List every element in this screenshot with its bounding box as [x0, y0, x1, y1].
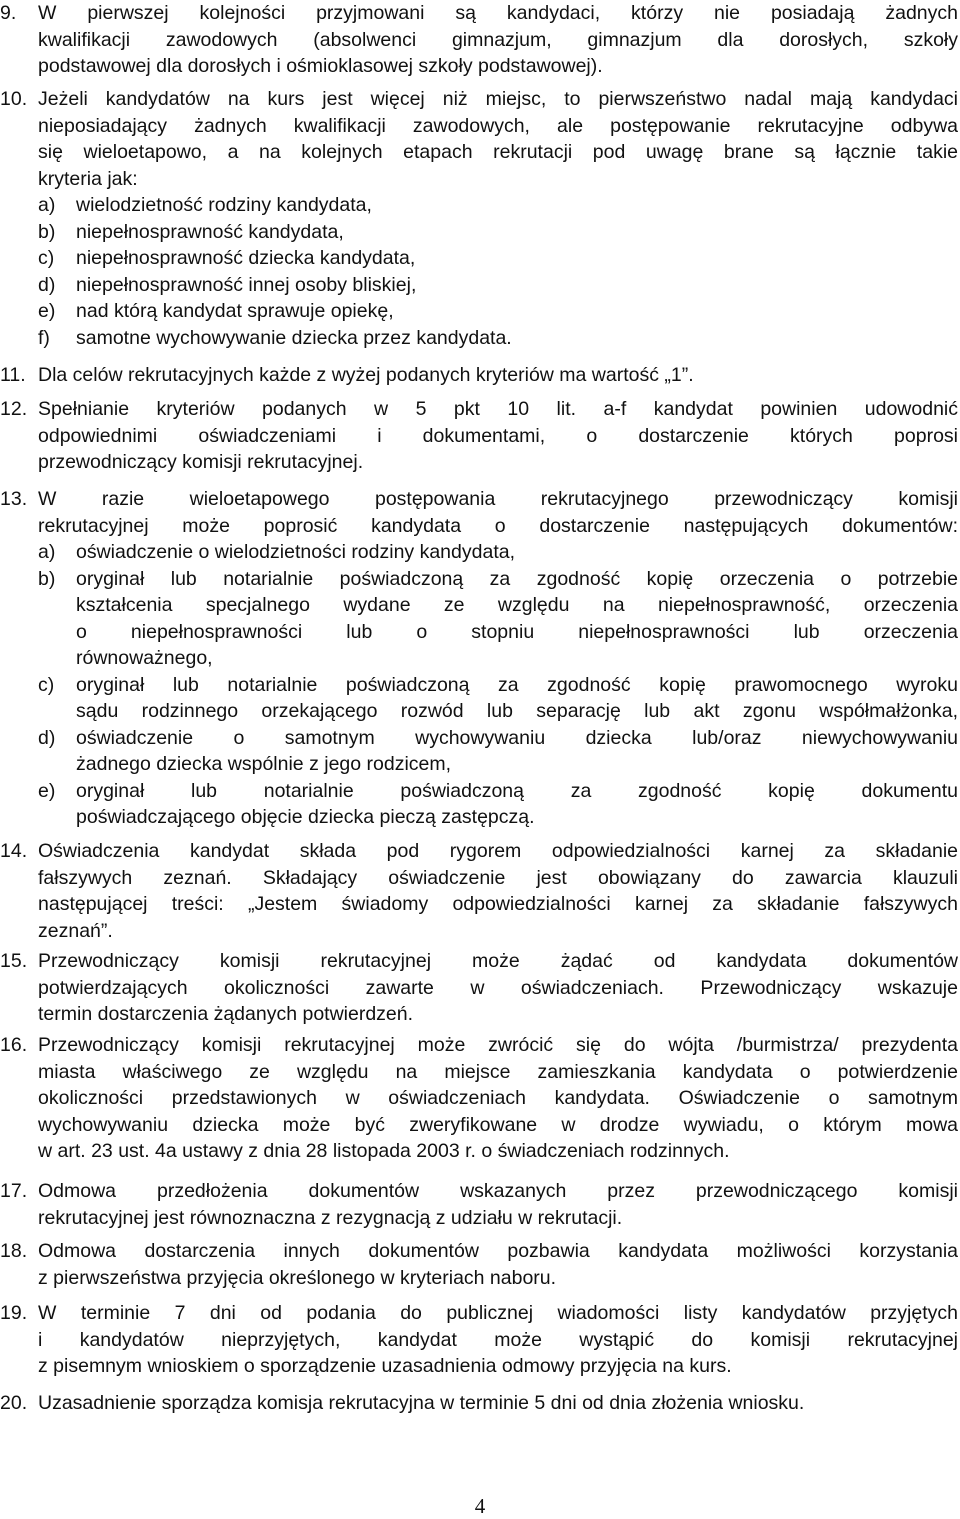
- text-line: Uzasadnienie sporządza komisja rekrutacyjna w terminie 5 dni od dnia złożenia wniosku.: [38, 1392, 805, 1414]
- list-item-text: oświadczenie o wielodzietności rodziny kandydata,: [76, 541, 515, 563]
- paragraph-number: 9.: [0, 2, 17, 24]
- text-line: rekrutacyjnej jest równoznaczna z rezygnacją z udziału w rekrutacji.: [38, 1206, 623, 1229]
- list-item: [38, 272, 958, 299]
- text-line: Odmowa dostarczenia innych dokumentów pozbawia kandydata możliwości korzystania: [38, 1240, 958, 1262]
- text-line: przewodniczący komisji rekrutacyjnej.: [38, 451, 364, 473]
- paragraph-20: [0, 1390, 958, 1417]
- text-line: zeznań”.: [38, 919, 113, 942]
- list-item-label: a): [38, 194, 56, 216]
- list-item-label: b): [38, 567, 56, 590]
- text-line: W terminie 7 dni od podania do publicznej wiadomości listy kandydatów przyjętych: [38, 1302, 958, 1324]
- list-item: [38, 245, 958, 272]
- list-item: [38, 672, 958, 699]
- list-item-label: d): [38, 726, 56, 749]
- text-line: następującej treści: „Jestem świadomy odpowiedzialności karnej za składanie fałszywych: [38, 893, 958, 915]
- text-line: w art. 23 ust. 4a ustawy z dnia 28 listopada 2003 r. o świadczeniach rodzinnych.: [38, 1140, 730, 1162]
- paragraph-number: 19.: [0, 1302, 28, 1324]
- paragraph-number: 11.: [0, 364, 26, 386]
- list-item-label: c): [38, 247, 55, 269]
- paragraph-9: [0, 0, 958, 80]
- list-item-label: b): [38, 220, 56, 243]
- list-item: [38, 298, 958, 325]
- list-item-text: niepełnosprawność kandydata,: [76, 220, 344, 243]
- list-item-continuation: o niepełnosprawności lub o stopniu niepełnosprawności lub orzeczenia: [76, 620, 958, 643]
- paragraph-number: 13.: [0, 488, 28, 510]
- text-line: okoliczności przedstawionych w oświadczeniach kandydata. Oświadczenie o samotnym: [38, 1087, 958, 1109]
- paragraph-number: 20.: [0, 1392, 28, 1414]
- list-item-continuation: poświadczającego objęcie dziecka pieczą zastępczą.: [76, 806, 535, 828]
- text-line: miasta właściwego ze względu na miejsce zamieszkania kandydata o potwierdzenie: [38, 1060, 958, 1083]
- list-item-label: e): [38, 779, 56, 802]
- text-line: podstawowej dla dorosłych i ośmioklasowej szkoły podstawowej).: [38, 55, 603, 77]
- list-item: [38, 778, 958, 805]
- text-line: Odmowa przedłożenia dokumentów wskazanych przez przewodniczącego komisji: [38, 1180, 958, 1202]
- text-line: Przewodniczący komisji rekrutacyjnej może zwrócić się do wójta /burmistrza/ prezydenta: [38, 1034, 958, 1056]
- list-item: [38, 219, 958, 246]
- paragraph-15: [0, 948, 958, 1028]
- paragraph-11: [0, 362, 958, 389]
- text-line: i kandydatów nieprzyjętych, kandydat może wystąpić do komisji rekrutacyjnej: [38, 1328, 958, 1351]
- text-line: Spełnianie kryteriów podanych w 5 pkt 10 lit. a-f kandydat powinien udowodnić: [38, 398, 958, 420]
- list-item-text: oryginał lub notarialnie poświadczoną za zgodność kopię prawomocnego wyroku: [76, 673, 958, 696]
- paragraph-number: 12.: [0, 398, 28, 420]
- paragraph-14: [0, 838, 958, 944]
- paragraph-12: [0, 396, 958, 476]
- text-line: W razie wieloetapowego postępowania rekrutacyjnego przewodniczący komisji: [38, 488, 958, 510]
- paragraph-13: [0, 486, 958, 831]
- text-line: z pierwszeństwa przyjęcia określonego w kryteriach naboru.: [38, 1266, 557, 1289]
- paragraph-19: [0, 1300, 958, 1380]
- list-item-label: a): [38, 541, 56, 563]
- text-line: potwierdzających okoliczności zawarte w oświadczeniach. Przewodniczący wskazuje: [38, 976, 958, 999]
- page-number: 4: [474, 1494, 486, 1518]
- text-line: Dla celów rekrutacyjnych każde z wyżej podanych kryteriów ma wartość „1”.: [38, 364, 694, 386]
- list-item-text: niepełnosprawność dziecka kandydata,: [76, 247, 416, 269]
- list-item: [38, 192, 958, 219]
- paragraph-number: 16.: [0, 1034, 28, 1056]
- text-line: kryteria jak:: [38, 167, 138, 190]
- list-item-label: c): [38, 673, 55, 696]
- paragraph-number: 10.: [0, 88, 28, 110]
- text-line: z pisemnym wnioskiem o sporządzenie uzasadnienia odmowy przyjęcia na kurs.: [38, 1355, 732, 1377]
- text-line: Jeżeli kandydatów na kurs jest więcej niż miejsc, to pierwszeństwo nadal mają kandydaci: [38, 88, 958, 110]
- paragraph-17: [0, 1178, 958, 1231]
- list-item-text: oświadczenie o samotnym wychowywaniu dziecka lub/oraz niewychowywaniu: [76, 726, 958, 749]
- text-line: odpowiednimi oświadczeniami i dokumentami, o dostarczenie których poprosi: [38, 424, 958, 447]
- text-line: fałszywych zeznań. Składający oświadczenie jest obowiązany do zawarcia klauzuli: [38, 866, 958, 889]
- list-item-continuation: żadnego dziecka wspólnie z jego rodzicem,: [76, 753, 452, 775]
- list-item-continuation: równoważnego,: [76, 647, 213, 669]
- text-line: Oświadczenia kandydat składa pod rygorem odpowiedzialności karnej za składanie: [38, 840, 958, 862]
- list-item: [38, 325, 958, 352]
- paragraph-10: [0, 86, 958, 351]
- list-item-label: e): [38, 300, 56, 322]
- paragraph-16: [0, 1032, 958, 1165]
- text-line: W pierwszej kolejności przyjmowani są kandydaci, którzy nie posiadają żadnych: [38, 2, 958, 24]
- list-item-text: samotne wychowywanie dziecka przez kandydata.: [76, 326, 512, 349]
- list-item-text: niepełnosprawność innej osoby bliskiej,: [76, 273, 417, 296]
- list-item-text: oryginał lub notarialnie poświadczoną za zgodność kopię orzeczenia o potrzebie: [76, 567, 958, 590]
- text-line: termin dostarczenia żądanych potwierdzeń.: [38, 1003, 414, 1025]
- list-item-label: f): [38, 326, 50, 349]
- list-item-text: oryginał lub notarialnie poświadczoną za zgodność kopię dokumentu: [76, 779, 958, 802]
- text-line: rekrutacyjnej może poprosić kandydata o dostarczenie następujących dokumentów:: [38, 514, 958, 537]
- list-item-continuation: kształcenia specjalnego wydane ze względu na niepełnosprawność, orzeczenia: [76, 594, 958, 616]
- list-item: [38, 539, 958, 566]
- list-item: [38, 566, 958, 593]
- paragraph-number: 18.: [0, 1240, 28, 1262]
- text-line: kwalifikacji zawodowych (absolwenci gimnazjum, gimnazjum dla dorosłych, szkoły: [38, 28, 958, 51]
- list-item-text: wielodzietność rodziny kandydata,: [76, 194, 372, 216]
- list-item-label: d): [38, 273, 56, 296]
- list-item-continuation: sądu rodzinnego orzekającego rozwód lub separację lub akt zgonu współmałżonka,: [76, 700, 958, 722]
- text-line: się wieloetapowo, a na kolejnych etapach rekrutacji pod uwagę brane są łącznie takie: [38, 141, 958, 163]
- paragraph-number: 15.: [0, 950, 28, 972]
- text-line: nieposiadający żadnych kwalifikacji zawodowych, ale postępowanie rekrutacyjne odbywa: [38, 114, 958, 137]
- text-line: Przewodniczący komisji rekrutacyjnej może żądać od kandydata dokumentów: [38, 950, 958, 972]
- paragraph-18: [0, 1238, 958, 1291]
- list-item-text: nad którą kandydat sprawuje opiekę,: [76, 300, 394, 322]
- text-line: wychowywaniu dziecka może być zweryfikowane w drodze wywiadu, o którym mowa: [38, 1113, 958, 1136]
- list-item: [38, 725, 958, 752]
- paragraph-number: 14.: [0, 840, 28, 862]
- paragraph-number: 17.: [0, 1180, 28, 1202]
